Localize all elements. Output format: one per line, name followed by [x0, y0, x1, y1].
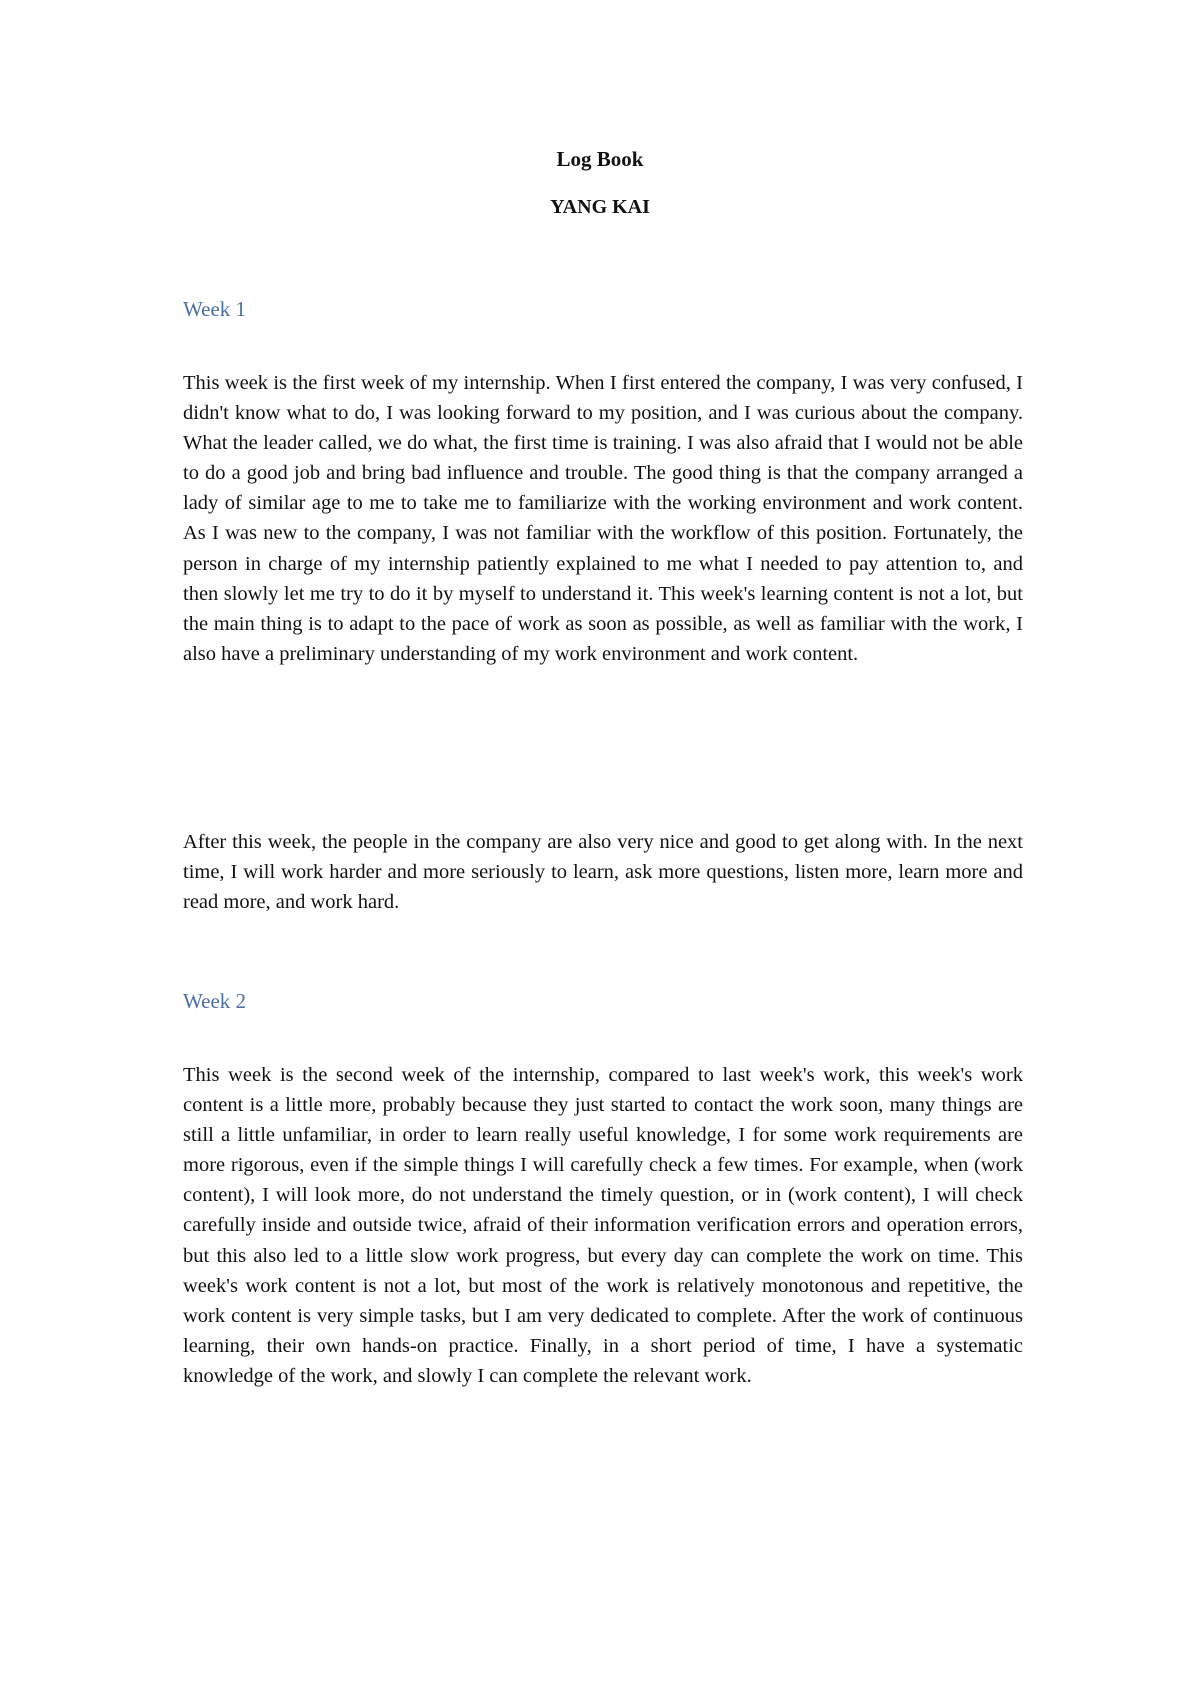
document-author: YANG KAI — [550, 196, 650, 218]
week-2-heading: Week 2 — [183, 989, 247, 1013]
week-1-paragraph-1: This week is the first week of my internship. When I first entered the company, I was very confused, I didn't know what to do, I was looking forward to my position, and I was curious about the company. What the leader called, we do what, the first time is training. I was also afraid that I would not be able to do a good job and bring bad influence and trouble. The good thing is that the company arranged a lady of similar age to me to take me to familiarize with the working environment and work content. As I was new to the company, I was not familiar with the workflow of this position. Fortunately, the person in charge of my internship patiently explained to me what I needed to pay attention to, and then slowly let me try to do it by myself to understand it. This week's learning content is not a lot, but the main thing is to adapt to the pace of work as soon as possible, as well as familiar with the work, I also have a preliminary understanding of my work environment and work content. — [183, 372, 1023, 665]
document-title: Log Book — [556, 147, 644, 171]
week-1-paragraph-2: After this week, the people in the company are also very nice and good to get along with. In the next time, I will work harder and more seriously to learn, ask more questions, listen more, learn more and read more, and work hard. — [183, 831, 1023, 914]
week-2-paragraph-1: This week is the second week of the internship, compared to last week's work, this week's work content is a little more, probably because they just started to contact the work soon, many things are still a little unfamiliar, in order to learn really useful knowledge, I for some work requirements are more rigorous, even if the simple things I will carefully check a few times. For example, when (work content), I will look more, do not understand the timely question, or in (work content), I will check carefully inside and outside twice, afraid of their information verification errors and operation errors, but this also led to a little slow work progress, but every day can complete the work on time. This week's work content is not a lot, but most of the work is relatively monotonous and repetitive, the work content is very simple tasks, but I am very dedicated to complete. After the work of continuous learning, their own hands-on practice. Finally, in a short period of time, I have a systematic knowledge of the work, and slowly I can complete the relevant work. — [183, 1064, 1023, 1387]
week-1-heading: Week 1 — [183, 297, 247, 321]
